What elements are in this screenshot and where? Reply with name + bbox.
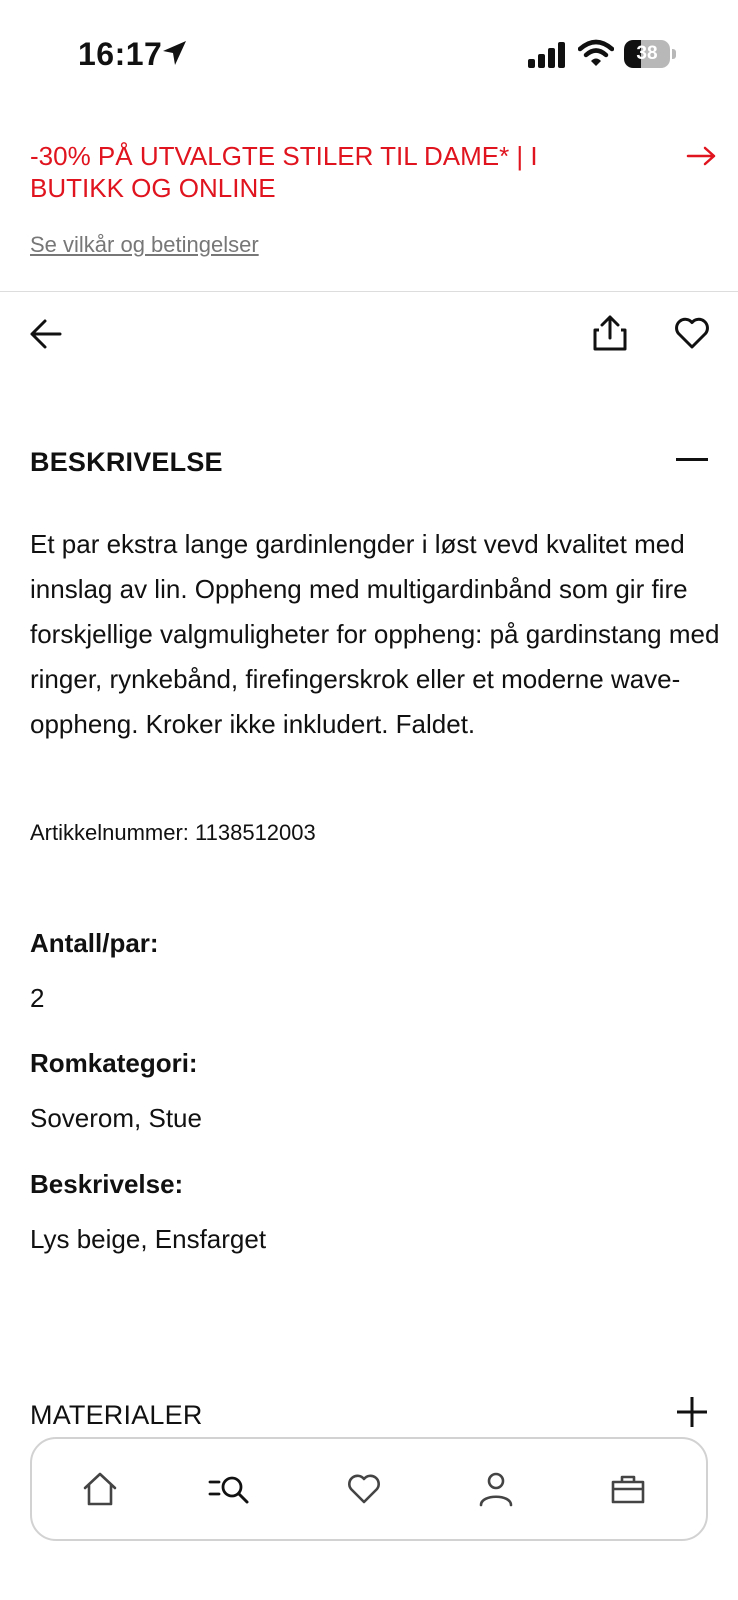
cellular-signal-icon bbox=[528, 42, 568, 68]
wifi-icon bbox=[578, 38, 614, 68]
article-number: Artikkelnummer: 1138512003 bbox=[30, 820, 316, 845]
attribute-label-description: Beskrivelse: bbox=[30, 1169, 184, 1199]
search-icon[interactable] bbox=[208, 1469, 254, 1509]
attribute-label-room: Romkategori: bbox=[30, 1048, 198, 1078]
attribute-label-quantity: Antall/par: bbox=[30, 928, 159, 958]
terms-link[interactable]: Se vilkår og betingelser bbox=[30, 232, 259, 257]
favorites-heart-icon[interactable] bbox=[344, 1469, 384, 1509]
promo-text[interactable]: -30% PÅ UTVALGTE STILER TIL DAME* | I BUTIKK OG ONLINE bbox=[30, 141, 538, 203]
heart-icon[interactable] bbox=[674, 316, 710, 350]
description-text: Et par ekstra lange gardinlengder i løst vevd kvalitet med innslag av lin. Oppheng med multigardinbånd som gir fire forskjellige valgmuligheter for oppheng: på gardinstang med ringer, rynkebånd, firefingerskrok eller et moderne wave-oppheng. Kroker ikke inkludert. Faldet. bbox=[30, 529, 720, 739]
materials-heading[interactable]: MATERIALER bbox=[30, 1400, 203, 1430]
attribute-value-room: Soverom, Stue bbox=[30, 1103, 202, 1133]
attribute-value-quantity: 2 bbox=[30, 983, 45, 1013]
battery-level: 38 bbox=[636, 43, 658, 64]
promo-banner[interactable] bbox=[30, 140, 710, 204]
shopping-bag-icon[interactable] bbox=[608, 1469, 648, 1509]
account-icon[interactable] bbox=[476, 1469, 516, 1509]
arrow-right-icon[interactable] bbox=[680, 144, 720, 168]
description-heading[interactable]: BESKRIVELSE bbox=[30, 447, 223, 477]
attribute-value-description: Lys beige, Ensfarget bbox=[30, 1224, 267, 1254]
home-icon[interactable] bbox=[80, 1469, 120, 1509]
location-arrow-icon bbox=[160, 38, 188, 68]
back-arrow-icon[interactable] bbox=[28, 316, 64, 352]
battery-icon bbox=[624, 40, 676, 68]
share-icon[interactable] bbox=[592, 314, 628, 352]
minus-icon[interactable] bbox=[676, 458, 708, 462]
status-time: 16:17 bbox=[78, 36, 163, 72]
plus-icon[interactable] bbox=[676, 1396, 708, 1428]
divider bbox=[0, 291, 738, 292]
bottom-tab-bar bbox=[30, 1437, 708, 1541]
status-bar bbox=[0, 0, 738, 110]
